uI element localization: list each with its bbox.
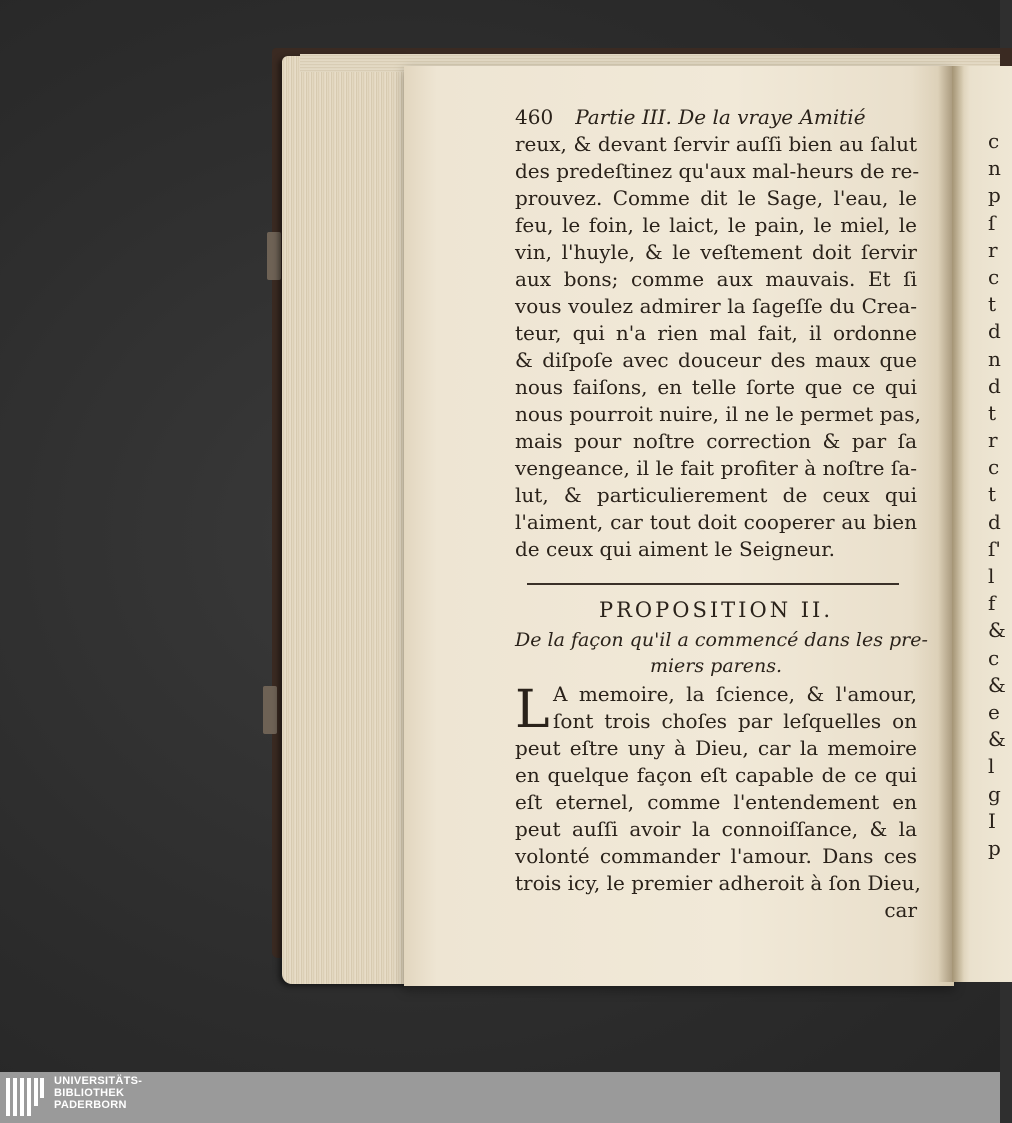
library-name-line3: PADERBORN bbox=[54, 1099, 127, 1111]
para-line: peut auſſi avoir la connoiſſance, & la bbox=[515, 817, 917, 841]
proposition-title: PROPOSITION II. bbox=[598, 598, 834, 622]
clasp-upper bbox=[267, 232, 281, 280]
right-page-fragment: e bbox=[988, 699, 1000, 724]
library-name bbox=[54, 1075, 142, 1111]
body-line: prouvez. Comme dit le Sage, l'eau, le bbox=[515, 186, 917, 210]
right-page-fragment: t bbox=[988, 292, 997, 317]
right-page-fragment: & bbox=[988, 727, 1006, 752]
right-page-fragment: g bbox=[988, 781, 1001, 806]
right-page-fragment: c bbox=[988, 645, 1000, 670]
section-rule bbox=[527, 583, 899, 585]
right-page-fragment: d bbox=[988, 373, 1001, 398]
body-line: feu, le foin, le laict, le pain, le miel, le bbox=[515, 213, 917, 237]
body-paragraph bbox=[515, 131, 921, 563]
para-line: volonté commander l'amour. Dans ces bbox=[515, 844, 917, 868]
para-line: peut eſtre uny à Dieu, car la memoire bbox=[515, 736, 917, 760]
catchword: car bbox=[884, 898, 917, 922]
body-line: vous voulez admirer la ſageſſe du Crea- bbox=[515, 294, 917, 318]
page-number: 460 bbox=[515, 105, 554, 129]
page-text bbox=[515, 104, 928, 924]
body-line: vengeance, il le fait profiter à noſtre ſa- bbox=[515, 456, 917, 480]
right-page-fragment: c bbox=[988, 455, 1000, 480]
library-banner bbox=[0, 1072, 1000, 1123]
page-edges bbox=[282, 56, 410, 984]
subtitle-line: De la façon qu'il a commencé dans les pre- bbox=[515, 629, 928, 651]
right-page-fragment: d bbox=[988, 509, 1001, 534]
body-line: reux, & devant ſervir auſſi bien au ſalut bbox=[515, 132, 917, 156]
right-page-fragment: p bbox=[988, 835, 1001, 860]
right-page-fragment: p bbox=[988, 183, 1001, 208]
body-line: lut, & particulierement de ceux qui bbox=[515, 483, 917, 507]
body-line: nous faiſons, en telle ſorte que ce qui bbox=[515, 375, 917, 399]
right-page-fragment: n bbox=[988, 346, 1001, 371]
right-page-fragment: & bbox=[988, 672, 1006, 697]
right-page-fragment: d bbox=[988, 319, 1001, 344]
body-line: teur, qui n'a rien mal fait, il ordonne bbox=[515, 321, 917, 345]
proposition-paragraph bbox=[515, 680, 921, 897]
right-page-fragment: t bbox=[988, 400, 997, 425]
para-line: trois icy, le premier adheroit à ſon Dieu, bbox=[515, 871, 921, 895]
para-line: en quelque façon eſt capable de ce qui bbox=[515, 763, 917, 787]
body-line: des predeſtinez qu'aux mal-heurs de re- bbox=[515, 159, 920, 183]
running-title: Partie III. De la vraye Amitié bbox=[575, 105, 866, 129]
proposition-subtitle bbox=[515, 627, 928, 681]
clasp-lower bbox=[263, 686, 277, 734]
right-page-fragment: I bbox=[988, 808, 996, 833]
right-page-fragment: ſ' bbox=[988, 536, 1001, 561]
body-line: vin, l'huyle, & le veſtement doit ſervir bbox=[515, 240, 917, 264]
right-page-fragment: & bbox=[988, 618, 1006, 643]
para-line: A memoire, la ſcience, & l'amour, bbox=[553, 682, 917, 706]
right-page-fragment: f bbox=[988, 591, 996, 616]
running-head bbox=[515, 104, 917, 131]
body-line: mais pour noſtre correction & par ſa bbox=[515, 429, 917, 453]
right-page-fragments bbox=[988, 128, 1006, 862]
right-page-fragment: t bbox=[988, 482, 997, 507]
library-name-line2: BIBLIOTHEK bbox=[54, 1087, 125, 1099]
para-line: eſt eternel, comme l'entendement en bbox=[515, 790, 917, 814]
right-page-fragment: n bbox=[988, 156, 1001, 181]
body-line: & diſpoſe avec douceur des maux que bbox=[515, 348, 917, 372]
library-name-line1: UNIVERSITÄTS- bbox=[54, 1075, 143, 1087]
right-page-fragment: ſ bbox=[988, 210, 996, 235]
body-line: l'aiment, car tout doit cooperer au bien bbox=[515, 510, 917, 534]
library-logo-icon bbox=[6, 1078, 44, 1116]
para-line: ſont trois choſes par leſquelles on bbox=[553, 709, 917, 733]
right-page-fragment: r bbox=[988, 237, 998, 262]
subtitle-line: miers parens. bbox=[649, 655, 783, 677]
body-line: de ceux qui aiment le Seigneur. bbox=[515, 537, 836, 561]
page-gutter bbox=[938, 66, 964, 982]
right-page-fragment: c bbox=[988, 264, 1000, 289]
body-line: aux bons; comme aux mauvais. Et ſi bbox=[515, 267, 917, 291]
right-page-fragment: c bbox=[988, 129, 1000, 153]
body-line: nous pourroit nuire, il ne le permet pas, bbox=[515, 402, 921, 426]
right-page-fragment: r bbox=[988, 428, 998, 453]
drop-cap: L bbox=[515, 680, 550, 740]
right-page-fragment: l bbox=[988, 564, 995, 588]
right-page-fragment: l bbox=[988, 754, 995, 779]
